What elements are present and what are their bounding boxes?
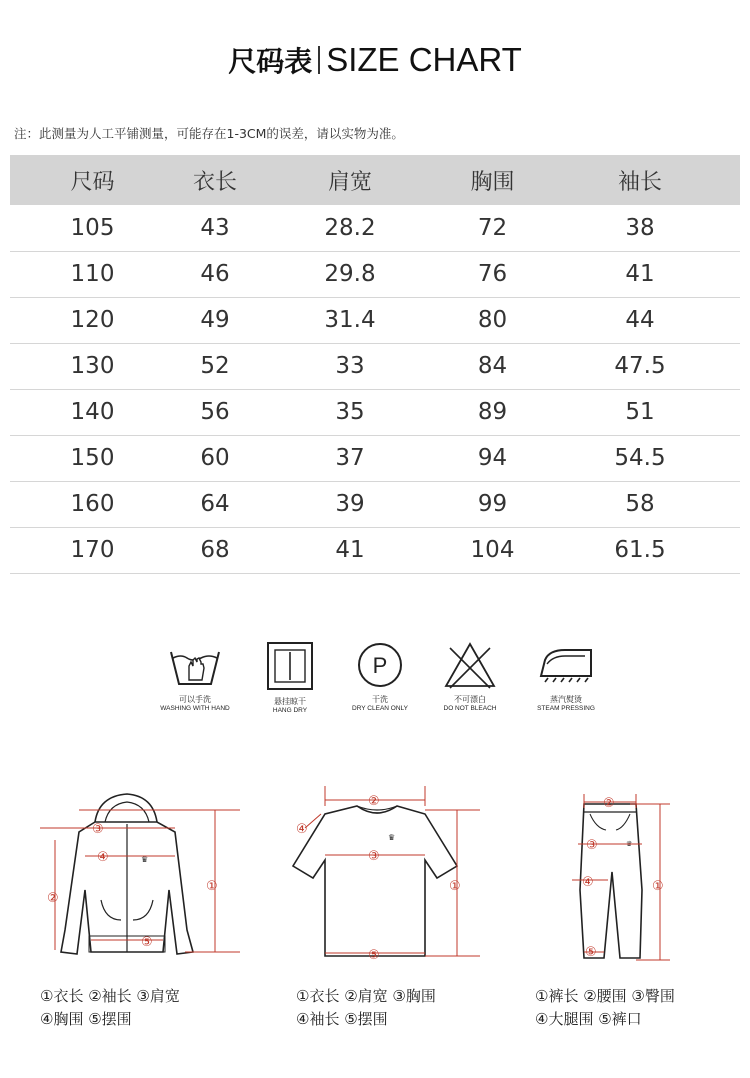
table-cell: 58 bbox=[540, 481, 740, 527]
marker-4: ④ bbox=[296, 822, 308, 837]
table-cell: 54.5 bbox=[540, 435, 740, 481]
care-label-cn: 悬挂晾干 bbox=[274, 697, 306, 706]
measurement-note: 注：此测量为人工平铺测量，可能存在1-3CM的误差，请以实物为准。 bbox=[14, 126, 404, 141]
jacket-legend bbox=[40, 985, 180, 1031]
page-title bbox=[0, 40, 750, 80]
care-label-cn: 不可漂白 bbox=[454, 695, 486, 704]
tshirt-diagram bbox=[285, 780, 485, 970]
table-cell: 150 bbox=[10, 435, 175, 481]
care-hang-dry bbox=[250, 640, 330, 714]
legend-line: ④胸围 ⑤摆围 bbox=[40, 1010, 132, 1028]
logo-icon: ♛ bbox=[141, 855, 149, 864]
table-row bbox=[10, 297, 740, 343]
logo-icon: ♛ bbox=[626, 840, 633, 848]
jacket-illustration bbox=[35, 780, 250, 980]
table-cell: 43 bbox=[175, 205, 255, 251]
table-cell: 56 bbox=[175, 389, 255, 435]
care-no-bleach bbox=[430, 640, 510, 712]
header-cell: 尺码 bbox=[10, 155, 175, 205]
table-cell: 140 bbox=[10, 389, 175, 435]
marker-3: ③ bbox=[368, 849, 380, 864]
table-cell: 76 bbox=[445, 251, 540, 297]
table-cell: 64 bbox=[175, 481, 255, 527]
marker-5: ⑤ bbox=[368, 948, 380, 963]
table-cell: 33 bbox=[255, 343, 445, 389]
table-row bbox=[10, 251, 740, 297]
table-cell: 46 bbox=[175, 251, 255, 297]
table-cell: 28.2 bbox=[255, 205, 445, 251]
marker-4: ④ bbox=[582, 875, 594, 890]
size-table bbox=[10, 155, 740, 574]
table-cell: 170 bbox=[10, 527, 175, 573]
care-label-cn: 干洗 bbox=[372, 695, 388, 704]
legend-line: ④袖长 ⑤摆围 bbox=[296, 1010, 388, 1028]
table-cell: 61.5 bbox=[540, 527, 740, 573]
marker-1: ① bbox=[206, 879, 218, 894]
hand-wash-icon bbox=[167, 640, 223, 690]
table-cell: 72 bbox=[445, 205, 540, 251]
marker-5: ⑤ bbox=[141, 935, 153, 950]
header-cell: 袖长 bbox=[540, 155, 740, 205]
table-cell: 29.8 bbox=[255, 251, 445, 297]
steam-iron-icon bbox=[535, 640, 597, 690]
legend-line: ④大腿围 ⑤裤口 bbox=[535, 1010, 642, 1028]
table-row bbox=[10, 435, 740, 481]
marker-3: ③ bbox=[92, 822, 104, 837]
care-label-en: HANG DRY bbox=[272, 707, 308, 714]
marker-1: ① bbox=[449, 879, 461, 894]
table-cell: 31.4 bbox=[255, 297, 445, 343]
care-label-cn: 可以手洗 bbox=[179, 695, 211, 704]
care-label-cn: 蒸汽熨烫 bbox=[550, 695, 582, 704]
title-en: SIZE CHART bbox=[326, 41, 522, 78]
table-row bbox=[10, 343, 740, 389]
header-cell: 衣长 bbox=[175, 155, 255, 205]
table-cell: 99 bbox=[445, 481, 540, 527]
table-cell: 60 bbox=[175, 435, 255, 481]
jacket-diagram bbox=[35, 780, 250, 980]
legend-line: ①裤长 ②腰围 ③臀围 bbox=[535, 987, 675, 1005]
care-label-en: DRY CLEAN ONLY bbox=[352, 705, 408, 712]
no-bleach-icon bbox=[442, 640, 498, 690]
table-cell: 160 bbox=[10, 481, 175, 527]
header-cell: 胸围 bbox=[445, 155, 540, 205]
care-steam-iron bbox=[525, 640, 607, 712]
title-cn: 尺码表 bbox=[228, 45, 313, 78]
table-row bbox=[10, 205, 740, 251]
table-cell: 130 bbox=[10, 343, 175, 389]
table-cell: 37 bbox=[255, 435, 445, 481]
care-label-en: WASHING WITH HAND bbox=[160, 705, 230, 712]
table-cell: 52 bbox=[175, 343, 255, 389]
marker-1: ① bbox=[652, 879, 664, 894]
dry-clean-symbol: P bbox=[372, 653, 388, 678]
pants-legend bbox=[535, 985, 675, 1031]
marker-2: ② bbox=[47, 891, 59, 906]
table-cell: 68 bbox=[175, 527, 255, 573]
table-cell: 94 bbox=[445, 435, 540, 481]
pants-diagram bbox=[560, 780, 680, 970]
header-cell: 肩宽 bbox=[255, 155, 445, 205]
dry-clean-icon bbox=[355, 640, 405, 690]
table-cell: 39 bbox=[255, 481, 445, 527]
marker-3: ③ bbox=[586, 838, 598, 853]
legend-line: ①衣长 ②肩宽 ③胸围 bbox=[296, 987, 436, 1005]
table-row bbox=[10, 527, 740, 573]
table-cell: 104 bbox=[445, 527, 540, 573]
care-dry-clean bbox=[340, 640, 420, 712]
care-label-en: DO NOT BLEACH bbox=[443, 705, 497, 712]
table-cell: 38 bbox=[540, 205, 740, 251]
hang-dry-icon bbox=[265, 640, 315, 692]
marker-2: ② bbox=[603, 796, 615, 811]
marker-4: ④ bbox=[97, 850, 109, 865]
table-row bbox=[10, 389, 740, 435]
table-cell: 44 bbox=[540, 297, 740, 343]
table-cell: 110 bbox=[10, 251, 175, 297]
table-cell: 41 bbox=[255, 527, 445, 573]
table-cell: 51 bbox=[540, 389, 740, 435]
tshirt-legend bbox=[296, 985, 436, 1031]
table-cell: 89 bbox=[445, 389, 540, 435]
table-cell: 35 bbox=[255, 389, 445, 435]
size-table-header bbox=[10, 155, 740, 205]
table-cell: 49 bbox=[175, 297, 255, 343]
marker-5: ⑤ bbox=[585, 945, 597, 960]
legend-line: ①衣长 ②袖长 ③肩宽 bbox=[40, 987, 180, 1005]
table-cell: 120 bbox=[10, 297, 175, 343]
tshirt-illustration bbox=[285, 780, 485, 970]
table-cell: 105 bbox=[10, 205, 175, 251]
table-row bbox=[10, 481, 740, 527]
table-cell: 80 bbox=[445, 297, 540, 343]
title-divider bbox=[318, 46, 320, 74]
table-cell: 47.5 bbox=[540, 343, 740, 389]
logo-icon: ♛ bbox=[388, 833, 396, 842]
pants-illustration bbox=[560, 780, 680, 970]
care-label-en: STEAM PRESSING bbox=[537, 705, 595, 712]
table-cell: 41 bbox=[540, 251, 740, 297]
marker-2: ② bbox=[368, 794, 380, 809]
table-cell: 84 bbox=[445, 343, 540, 389]
care-hand-wash bbox=[150, 640, 240, 712]
